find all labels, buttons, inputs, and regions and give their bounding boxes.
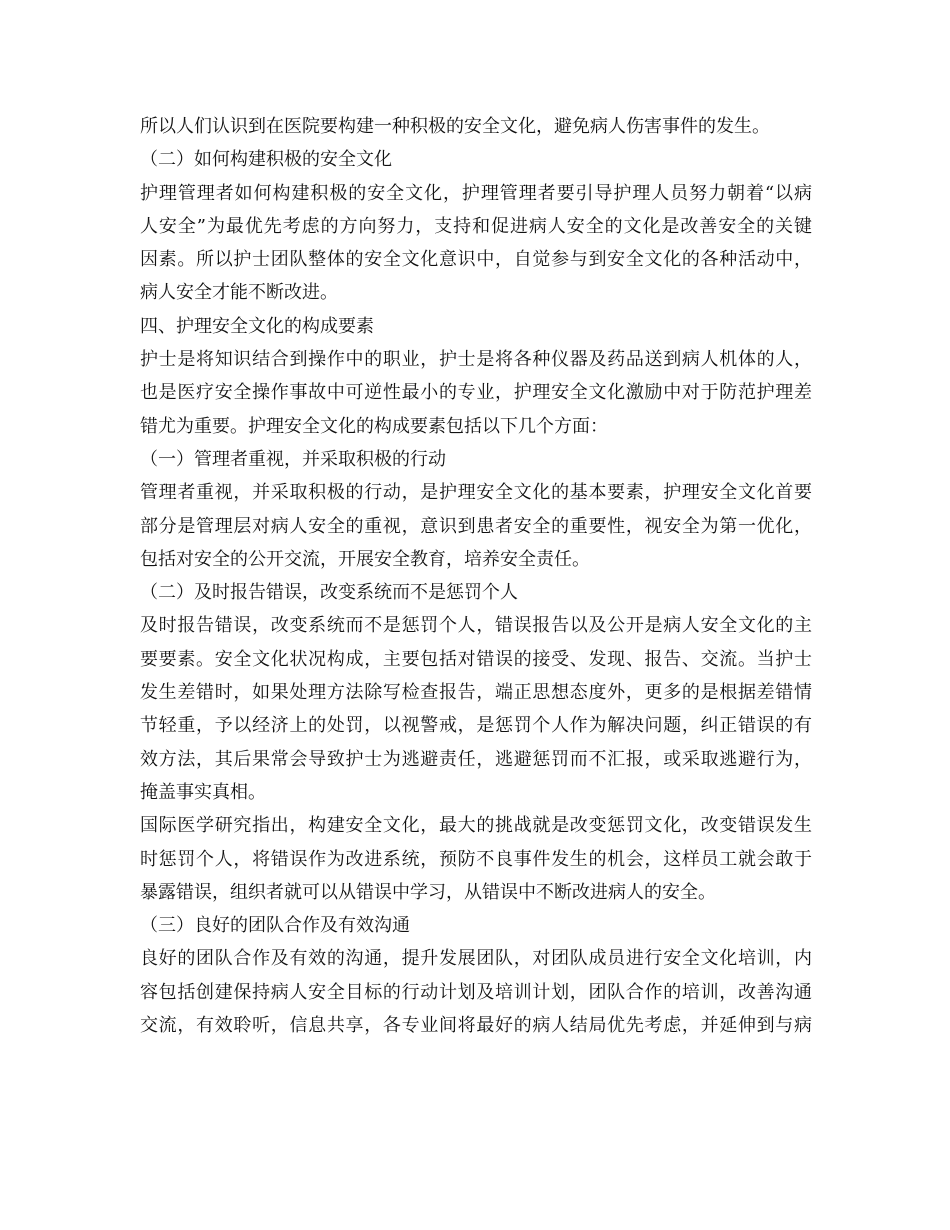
text-line: 国际医学研究指出，构建安全文化，最大的挑战就是改变惩罚文化，改变错误发生 [140, 815, 812, 837]
text-line: 护士是将知识结合到操作中的职业，护士是将各种仪器及药品送到病人机体的人， [140, 349, 812, 371]
text-line: 及时报告错误，改变系统而不是惩罚个人，错误报告以及公开是病人安全文化的主 [140, 615, 812, 637]
text-line: 暴露错误，组织者就可以从错误中学习，从错误中不断改进病人的安全。 [140, 881, 716, 903]
text-line: 良好的团队合作及有效的沟通，提升发展团队，对团队成员进行安全文化培训，内 [140, 948, 812, 970]
text-line: 交流，有效聆听，信息共享，各专业间将最好的病人结局优先考虑，并延伸到与病 [140, 1015, 812, 1037]
section-heading: （二）及时报告错误，改变系统而不是惩罚个人 [140, 582, 518, 604]
section-heading: （三）良好的团队合作及有效沟通 [140, 915, 410, 937]
text-line: 部分是管理层对病人安全的重视，意识到患者安全的重要性，视安全为第一优化， [140, 515, 812, 537]
section-heading: （二）如何构建积极的安全文化 [140, 149, 392, 171]
section-heading: 四、护理安全文化的构成要素 [140, 315, 374, 337]
text-line: 发生差错时，如果处理方法除写检查报告，端正思想态度外，更多的是根据差错情 [140, 682, 812, 704]
text-line: 效方法，其后果常会导致护士为逃避责任，逃避惩罚而不汇报，或采取逃避行为， [140, 748, 812, 770]
text-line: 病人安全才能不断改进。 [140, 282, 338, 304]
text-line: 也是医疗安全操作事故中可逆性最小的专业，护理安全文化激励中对于防范护理差 [140, 382, 812, 404]
text-line: 时惩罚个人，将错误作为改进系统，预防不良事件发生的机会，这样员工就会敢于 [140, 848, 812, 870]
text-line: 要要素。安全文化状况构成，主要包括对错误的接受、发现、报告、交流。当护士 [140, 648, 812, 670]
text-line: 人安全”为最优先考虑的方向努力，支持和促进病人安全的文化是改善安全的关键 [140, 215, 812, 237]
section-heading: （一）管理者重视，并采取积极的行动 [140, 448, 446, 470]
text-line: 节轻重，予以经济上的处罚，以视警戒，是惩罚个人作为解决问题，纠正错误的有 [140, 715, 812, 737]
text-line: 护理管理者如何构建积极的安全文化，护理管理者要引导护理人员努力朝着“以病 [140, 182, 812, 204]
text-line: 所以人们认识到在医院要构建一种积极的安全文化，避免病人伤害事件的发生。 [140, 116, 770, 137]
text-line: 容包括创建保持病人安全目标的行动计划及培训计划，团队合作的培训，改善沟通 [140, 981, 812, 1003]
document-body [140, 110, 812, 1042]
text-line: 错尤为重要。护理安全文化的构成要素包括以下几个方面： [140, 415, 608, 437]
text-line: 管理者重视，并采取积极的行动，是护理安全文化的基本要素，护理安全文化首要 [140, 482, 812, 504]
text-line: 掩盖事实真相。 [140, 781, 266, 803]
text-line: 因素。所以护士团队整体的安全文化意识中，自觉参与到安全文化的各种活动中， [140, 249, 812, 271]
text-line: 包括对安全的公开交流，开展安全教育，培养安全责任。 [140, 548, 590, 570]
